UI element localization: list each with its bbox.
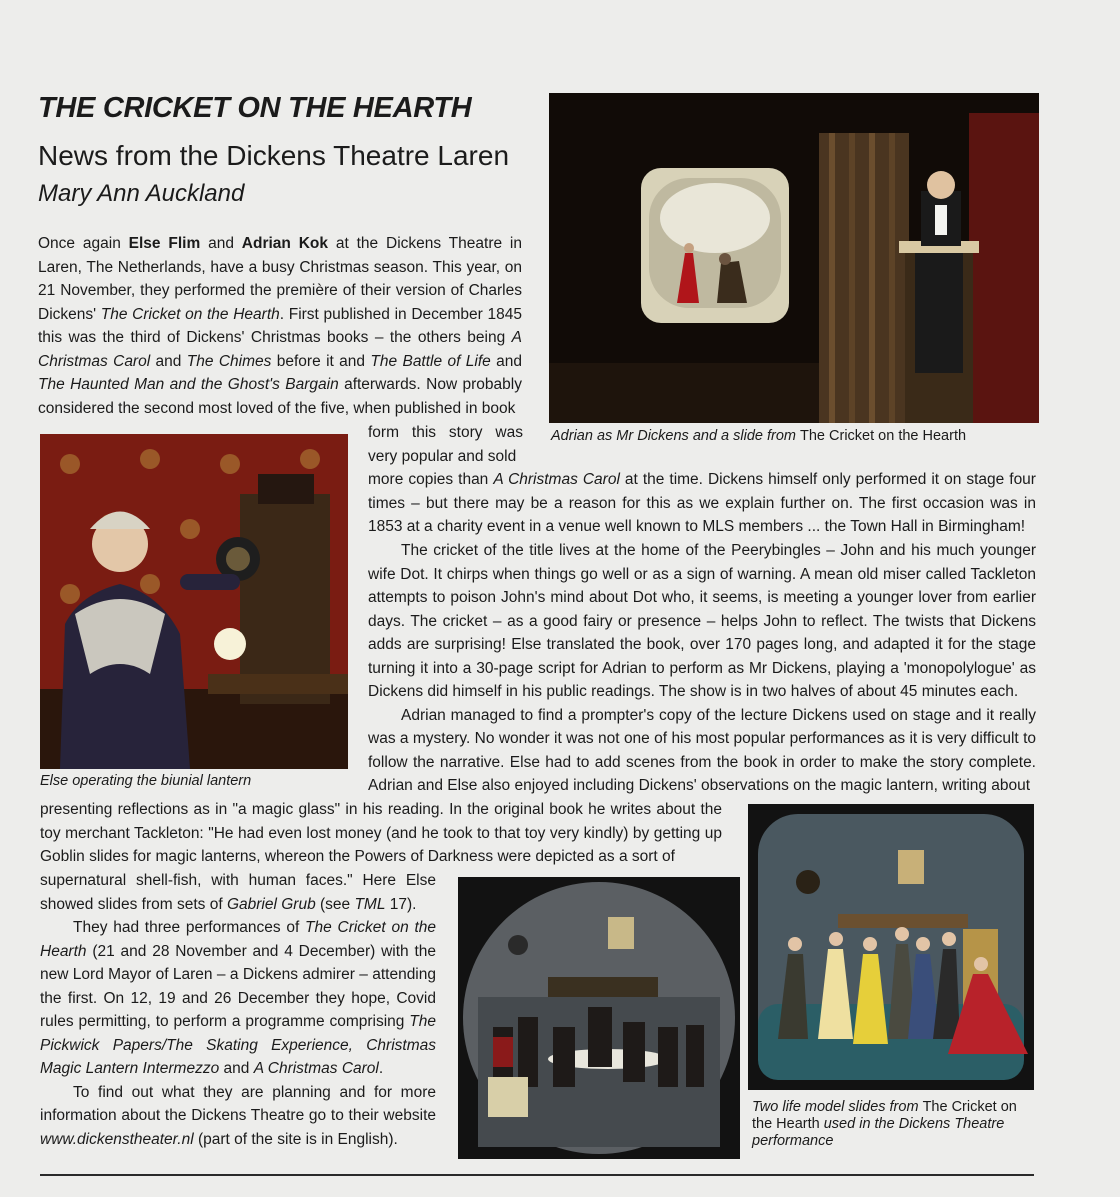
article-title: News from the Dickens Theatre Laren xyxy=(38,140,510,171)
slide-dance-photo xyxy=(748,804,1034,1090)
else-photo xyxy=(40,434,348,769)
paragraph-lantern: presenting reflections as in "a magic glass" in his reading. In the original book he writes about the toy merchant Tackleton: "He had even lost money (and he took to that toy very kindly) by getting up Goblin slides for magic lanterns, whereon the Powers of Darkness were depicted as a sort of xyxy=(40,801,722,865)
stage-caption: Adrian as Mr Dickens and a slide from The Cricket on the Hearth xyxy=(551,428,967,444)
slide-dinner-illustration xyxy=(458,877,740,1159)
slide-dinner-photo xyxy=(458,877,740,1159)
lantern-illustration xyxy=(40,434,348,769)
paragraph-intro-continued: form this story was very popular and sold xyxy=(368,424,523,465)
slide-dance-illustration xyxy=(748,804,1034,1090)
stage-photo xyxy=(549,93,1039,423)
paragraph-lower-left: supernatural shell-fish, with human faces." Here Else showed slides from sets of Gabriel Grub (see TML 17). They had three performances of The Cricket on the Hearth (21 and 28 November and 4 December) with the new Lord Mayor of Laren – a Dickens admirer – attending the first. On 12, 19 and 26 December they hope, Covid rules permitting, to perform a programme comprising The Pickwick Papers/The Skating Experience, Christmas Magic Lantern Intermezzo and A Christmas Carol. To find out what they are planning and for more information about the Dickens Theatre go to their website www.dickenstheater.nl (part of the site is in English). xyxy=(40,872,436,1148)
slides-caption: Two life model slides from The Cricket on the Hearth used in the Dickens Theatre performance xyxy=(752,1099,1017,1149)
paragraph-plot: The cricket of the title lives at the home of the Peerybingles – John and his much younger wife Dot. It chirps when things go well or as a sign of warning. A mean old miser called Tackleton attempts to poison John's mind about Dot who, it seems, is meeting a younger lover from earlier days. The cricket – as a good fairy or presence – helps John to reflect. The twists that Dickens adds are surprising! Else translated the book, over 170 pages long, and adapted it for the stage turning it into a 30-page script for Adrian to perform as Mr Dickens, playing a 'monopolylogue' as Dickens did himself in his public readings. The show is in two halves of about 45 minutes each. Adrian managed to find a prompter's copy of the lecture Dickens used on stage and it really was a mystery. No wonder it was not one of his most popular performances as it is very difficult to follow the narrative. Else had to add scenes from the book in order to make the story complete. Adrian and Else also enjoyed including Dickens' observations on the magic lantern, writing about xyxy=(368,542,1036,794)
article-kicker: THE CRICKET ON THE HEARTH xyxy=(38,92,472,124)
else-caption: Else operating the biunial lantern xyxy=(40,773,252,789)
paragraph-intro: Once again Else Flim and Adrian Kok at the Dickens Theatre in Laren, The Netherlands, have a busy Christmas season. This year, on 21 November, they performed the première of their version of Charles Dickens' The Cricket on the Hearth. First published in December 1845 this was the third of Dickens' Christmas books – the others being A Christmas Carol and The Chimes before it and The Battle of Life and The Haunted Man and the Ghost's Bargain afterwards. Now probably considered the second most loved of the five, when published in book xyxy=(38,235,523,417)
article-author: Mary Ann Auckland xyxy=(38,180,245,207)
bottom-rule xyxy=(40,1174,1034,1176)
paragraph-intro-end: more copies than A Christmas Carol at the time. Dickens himself only performed it on stage four times – but there may be a reason for this as we explain further on. The first occasion was in 1853 at a charity event in a venue well known to MLS members ... the Town Hall in Birmingham! xyxy=(368,471,1036,535)
stage-illustration xyxy=(549,93,1039,423)
